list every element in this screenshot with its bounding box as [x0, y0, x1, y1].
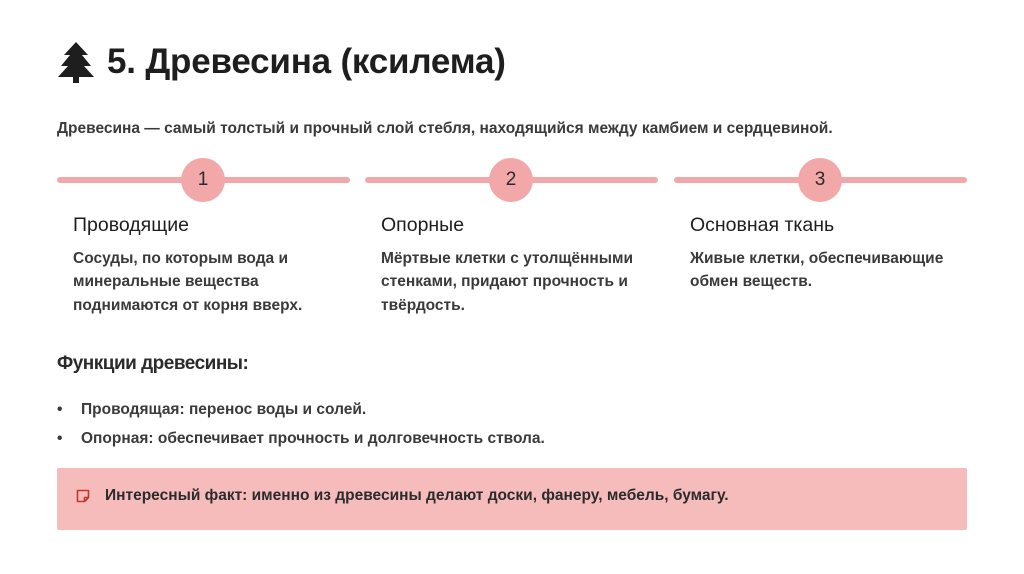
step-title: Проводящие [73, 214, 189, 236]
list-item-text: Проводящая: перенос воды и солей. [81, 401, 367, 418]
fact-text: Интересный факт: именно из древесины делают доски, фанеру, мебель, бумагу. [105, 487, 729, 504]
step-description: Мёртвые клетки с утолщёнными стенками, придают прочность и твёрдость. [381, 250, 633, 314]
step-description: Живые клетки, обеспечивающие обмен веществ. [690, 250, 944, 291]
step-title: Опорные [381, 214, 465, 236]
list-item [57, 429, 545, 458]
step-title: Основная ткань [690, 214, 835, 236]
list-item [57, 400, 545, 429]
list-item-text: Опорная: обеспечивает прочность и долговечность ствола. [81, 430, 545, 447]
step-number-badge: 2 [489, 158, 533, 202]
step-number-badge: 3 [798, 158, 842, 202]
functions-heading: Функции древесины: [57, 353, 249, 374]
steps-timeline [57, 158, 967, 358]
step-number-badge: 1 [181, 158, 225, 202]
step-description: Сосуды, по которым вода и минеральные вещества поднимаются от корня вверх. [73, 250, 303, 314]
bullet-icon: • [57, 430, 63, 447]
page-title: 5. Древесина (ксилема) [107, 42, 506, 81]
tree-icon [57, 40, 95, 84]
intro-text: Древесина — самый толстый и прочный слой стебля, находящийся между камбием и сердцевиной. [57, 120, 833, 137]
note-icon [76, 489, 90, 503]
title-row [57, 40, 506, 84]
bullet-icon: • [57, 401, 63, 418]
fact-callout [57, 468, 967, 530]
functions-list [57, 400, 545, 458]
